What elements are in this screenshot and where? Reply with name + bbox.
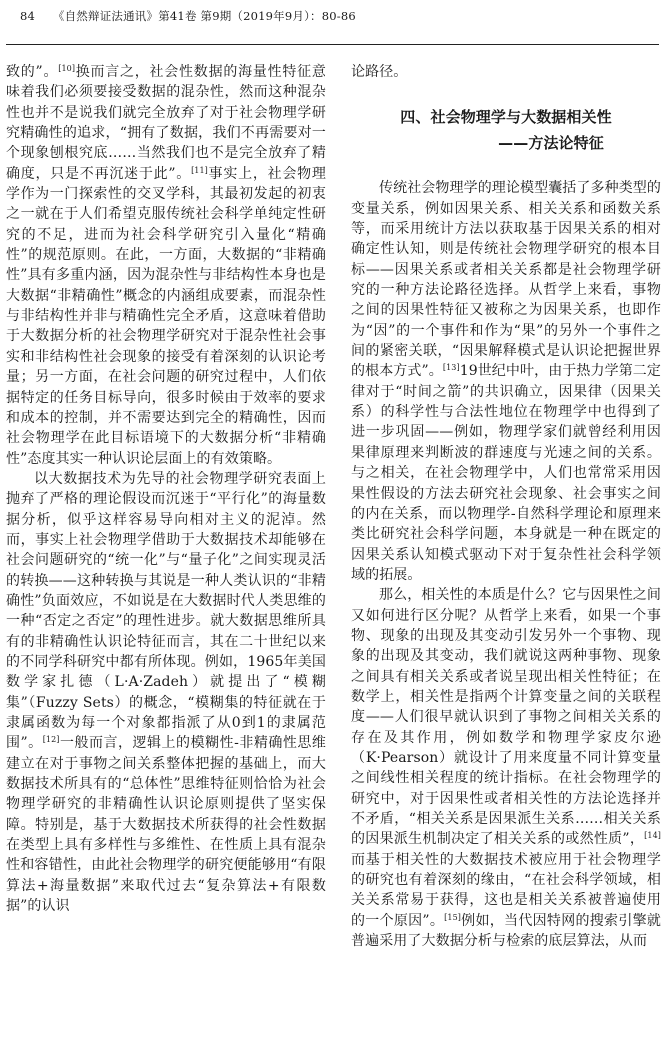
paragraph-text: 以大数据技术为先导的社会物理学研究表面上抛弃了严格的理论假设而沉迷于“平行化”的海量数据分析，似乎这样容易导向相对主义的泥淖。然而，事实上社会物理学借助于大数据技术却能够在社会问题研究的“统一化”与“量子化”之间实现灵活的转换——这种转换与其说是一种人类认识的“非精确性”负面效应，不如说是在大数据时代人类思维的一种“否定之否定”的理性进步。就大数据思维所具有的非精确性认识论特征而言，其在二十世纪以来的不同学科研究中都有所体现。例如，1965年美国数学家扎德（L·A·Zadeh）就提出了“模糊集”（Fuzzy Sets）的概念，“模糊集的特征就在于隶属函数为每一个对象都指派了从0到1的隶属范围”。: [6, 470, 326, 752]
body-paragraph: [351, 178, 661, 585]
body-paragraph: [6, 469, 326, 917]
body-paragraph: [351, 585, 661, 951]
page-number: 84: [20, 9, 36, 23]
paragraph-text: 19世纪中叶，由于热力学第二定律对于“时间之箭”的共识确立，因果律（因果关系）的科学性与合法性地位在物理学中也得到了进一步巩固——例如，物理学家们就曾经利用因果律原理来判断波的群速度与光速之间的关系。与之相关，在社会物理学中，人们也常常采用因果性假设的方法去研究社会现象、社会事实之间的内在关系，而以物理学-自然科学理论和原理来类比研究社会科学问题，本身就是一种在既定的因果关系认知模式驱动下对于复杂性社会科学领域的拓展。: [351, 363, 662, 583]
body-paragraph: [6, 62, 326, 469]
paragraph-text: 而基于相关性的大数据技术被应用于社会物理学的研究也有着深刻的缘由，“在社会科学领域，相关关系常易于获得，这也是相关关系被普遍使用的一个原因”。: [351, 851, 661, 929]
right-column: [351, 62, 661, 951]
citation-ref: [10]: [58, 64, 76, 73]
paragraph-text: 事实上，社会物理学作为一门探索性的交叉学科，其最初发起的初衷之一就在于人们希望克服传统社会科学单纯定性研究的不足，进而为社会科学研究引入量化“精确性”的规范原则。在此，一方面，大数据的“非精确性”具有多重内涵，因为混杂性与非结构性本身也是大数据“非精确性”概念的内涵组成要素，而混杂性与非结构性并非与精确性完全矛盾，这意味着借助于大数据分析的社会物理学研究对于混杂性社会事实和非结构性社会现象的接受有着深刻的认识论考量；另一方面，在社会问题的研究过程中，人们依据特定的任务目标导向，很多时候由于效率的要求和成本的控制，并不需要达到完全的精确性，因而社会物理学在此目标语境下的大数据分析“非精确性”态度其实一种认识论层面上的有效策略。: [6, 165, 326, 467]
citation-ref: [13]: [442, 363, 460, 373]
paragraph-text: 那么，相关性的本质是什么？它与因果性之间又如何进行区分呢？从哲学上来看，如果一个事物、现象的出现及其变动引发另外一个事物、现象的出现及其变动，我们就说这两种事物、现象之间具有相关关系或者说呈现出相关性特征；在数学上，相关性是指两个计算变量之间的关联程度——人们很早就认识到了事物之间相关关系的存在及其作用，例如数学和物理学家皮尔逊（K·Pearson）就设计了用来度量不同计算变量之间线性相关程度的统计指标。在社会物理学的研究中，对于因果性或者相关性的方法论选择并不矛盾，“相关关系是因果派生关系……相关关系的因果派生机制决定了相关关系的或然性质”，: [351, 587, 661, 848]
citation-ref: [12]: [42, 735, 60, 745]
running-header: [20, 8, 356, 24]
paragraph-text: 传统社会物理学的理论模型囊括了多种类型的变量关系，例如因果关系、相关关系和函数关系等，而采用统计方法以获取基于因果关系的相对确定性认知，则是传统社会物理学研究的根本目标——因果关系或者相关关系都是社会物理学研究的一种方法论路径选择。从哲学上来看，事物之间的因果性特征又被称之为因果关系，也即作为“因”的一个事件和作为“果”的另外一个事件之间的紧密关联，“因果解释模式是认识论把握世界的根本方式”。: [351, 180, 661, 380]
header-rule: [6, 44, 659, 45]
paragraph-text: 换而言之，社会性数据的海量性特征意味着我们必须要接受数据的混杂性，然而这种混杂性也并不是说我们就完全放弃了对于社会物理学研究精确性的追求，“拥有了数据，我们不再需要对一个现象刨根究底……当然我们也不是完全放弃了精确度，只是不再沉迷于此”。: [6, 64, 327, 182]
citation-ref: [11]: [191, 165, 208, 175]
section-subtitle: ——方法论特征: [498, 134, 604, 153]
left-column: [6, 62, 326, 916]
section-title: 四、社会物理学与大数据相关性: [400, 108, 612, 127]
paragraph-text: 例如，当代因特网的搜索引擎就普遍采用了大数据分析与检索的底层算法，从而: [351, 912, 662, 950]
continued-paragraph: [351, 62, 661, 82]
paragraph-text: 论路径。: [351, 64, 408, 80]
citation-ref: [14]: [644, 831, 661, 841]
citation-ref: [15]: [444, 912, 461, 922]
section-body: [351, 178, 661, 951]
paragraph-text: 一般而言，逻辑上的模糊性-非精确性思维建立在对于事物之间关系整体把握的基础上，而大数据技术所具有的“总体性”思维特征则恰恰为社会物理学研究的非精确性认识论原则提供了坚实保障。特别是，基于大数据技术所获得的社会性数据在类型上具有多样性与多维性、在性质上具有混杂性和容错性，由此社会物理学的研究便能够用“有限算法+海量数据”来取代过去“复杂算法+有限数据”的认识: [6, 735, 326, 915]
paragraph-text: 致的”。: [6, 64, 59, 80]
journal-info: 《自然辩证法通讯》第41卷 第9期（2019年9月）：80-86: [52, 9, 356, 23]
